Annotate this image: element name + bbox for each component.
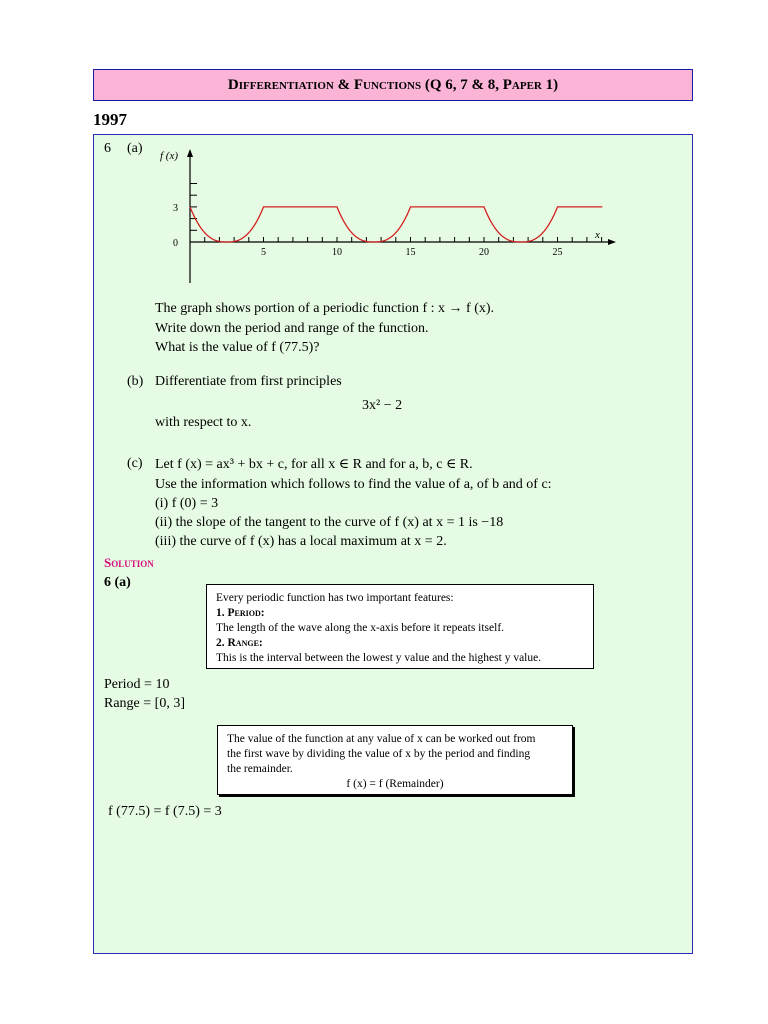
part-c-label: (c) — [127, 456, 143, 471]
solution-part-label: 6 (a) — [104, 575, 131, 590]
part-a-label: (a) — [127, 141, 143, 156]
range-answer: Range = [0, 3] — [104, 696, 185, 711]
note1-range-heading: 2. Range: — [216, 637, 263, 649]
y-tick-label-0: 0 — [173, 238, 178, 249]
part-c-item-2: (ii) the slope of the tangent to the curve of f (x) at x = 1 is −18 — [155, 515, 504, 530]
section-header — [93, 69, 693, 101]
part-c-item-3: (iii) the curve of f (x) has a local maximum at x = 2. — [155, 534, 447, 549]
note1-intro: Every periodic function has two important features: — [216, 592, 454, 604]
y-tick-label-3: 3 — [173, 203, 178, 214]
part-b-line-2: with respect to x. — [155, 415, 252, 430]
x-axis-label: x — [595, 229, 600, 241]
note2-formula: f (x) = f (Remainder) — [346, 778, 444, 790]
note2-line-1: The value of the function at any value of x can be worked out from — [227, 733, 536, 745]
f-77-5-answer: f (77.5) = f (7.5) = 3 — [108, 804, 222, 819]
x-tick-label: 15 — [405, 247, 416, 258]
periodic-curve — [190, 207, 602, 242]
part-c-line-2: Use the information which follows to find the value of a, of b and of c: — [155, 477, 552, 492]
part-c-item-1: (i) f (0) = 3 — [155, 496, 219, 511]
part-a-line-3: What is the value of f (77.5)? — [155, 340, 320, 355]
x-tick-labels — [261, 247, 563, 258]
note2-line-3: the remainder. — [227, 763, 293, 775]
periodic-function-graph — [154, 145, 600, 295]
x-tick-label: 25 — [552, 247, 563, 258]
question-panel — [93, 134, 693, 954]
note1-period-desc: The length of the wave along the x-axis before it repeats itself. — [216, 622, 505, 634]
y-axis-arrow — [187, 149, 193, 157]
period-answer: Period = 10 — [104, 677, 170, 692]
x-ticks — [205, 237, 602, 242]
y-ticks — [190, 184, 197, 231]
x-tick-label: 20 — [479, 247, 489, 258]
remainder-method-note — [217, 725, 573, 795]
question-number: 6 — [104, 141, 111, 156]
part-c-line-1: Let f (x) = ax³ + bx + c, for all x ∈ R and for a, b, c ∈ R. — [155, 457, 473, 472]
part-b-expression: 3x² − 2 — [362, 398, 403, 413]
periodic-features-note — [206, 584, 594, 669]
part-a-line-1: The graph shows portion of a periodic function f : x → f (x). — [155, 301, 495, 316]
note2-line-2: the first wave by dividing the value of x by the period and finding — [227, 748, 531, 760]
x-tick-label: 10 — [332, 247, 342, 258]
x-tick-label: 5 — [261, 247, 266, 258]
section-title: Differentiation & Functions (Q 6, 7 & 8, Paper 1) — [227, 76, 559, 93]
x-axis-arrow — [608, 239, 616, 245]
part-a-line-2: Write down the period and range of the function. — [155, 321, 429, 336]
note1-range-desc: This is the interval between the lowest y value and the highest y value. — [216, 652, 542, 664]
y-axis-label: f (x) — [160, 150, 179, 162]
note1-period-heading: 1. Period: — [216, 607, 265, 619]
part-b-label: (b) — [127, 374, 144, 389]
solution-heading: Solution — [104, 555, 154, 570]
part-b-line-1: Differentiate from first principles — [155, 374, 342, 389]
year-heading: 1997 — [93, 110, 127, 129]
